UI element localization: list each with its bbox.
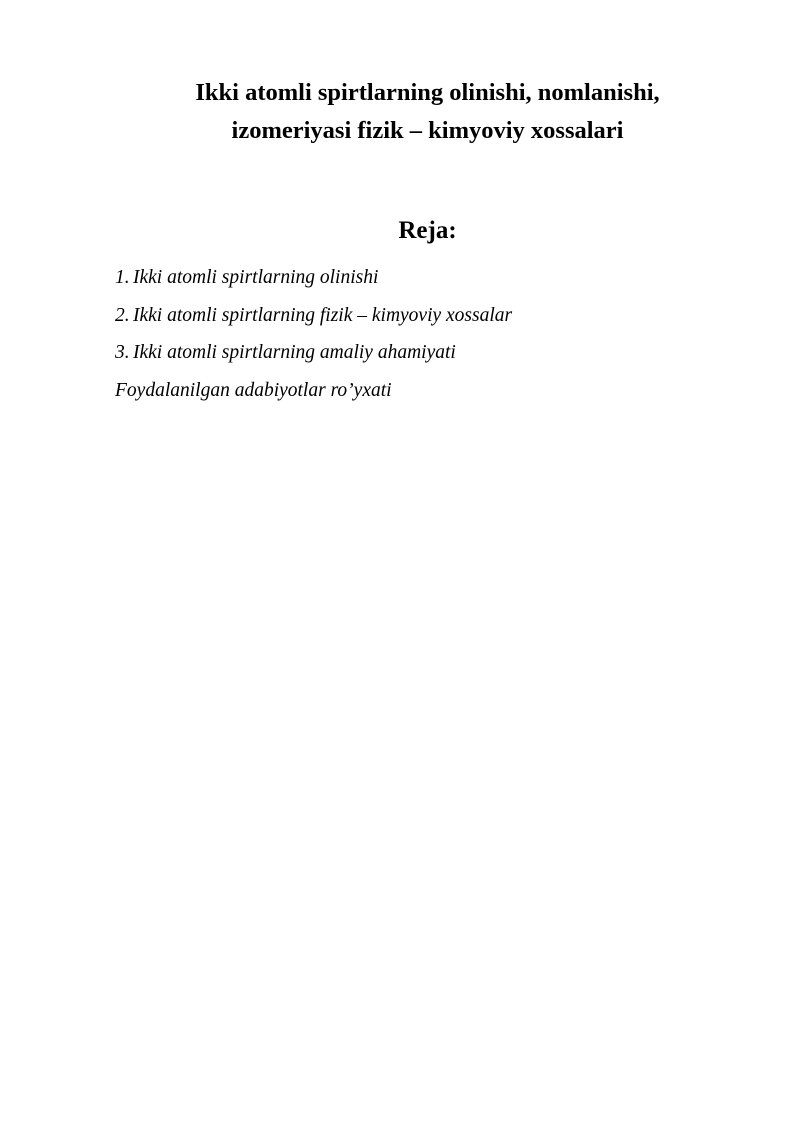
plan-item-1: [115, 259, 740, 297]
title-line-1: Ikki atomli spirtlarning olinishi, nomlanishi,: [195, 79, 660, 106]
plan-item-text: Foydalanilgan adabiyotlar ro’yxati: [115, 379, 392, 401]
plan-item-3: [115, 334, 740, 372]
plan-item-number: 3.: [115, 342, 130, 363]
plan-heading: Reja:: [398, 217, 457, 244]
plan-item-references: [115, 372, 740, 410]
plan-item-number: 1.: [115, 267, 130, 288]
plan-item-number: 2.: [115, 304, 130, 326]
plan-item-2: [115, 297, 740, 335]
plan-list: [115, 259, 740, 409]
plan-item-text: Ikki atomli spirtlarning fizik – kimyoviy xossalar: [133, 304, 513, 326]
title-line-2: izomeriyasi fizik – kimyoviy xossalari: [231, 117, 624, 144]
plan-item-text: Ikki atomli spirtlarning olinishi: [133, 267, 379, 288]
plan-item-text: Ikki atomli spirtlarning amaliy ahamiyati: [133, 342, 456, 363]
page-title: [115, 74, 740, 150]
